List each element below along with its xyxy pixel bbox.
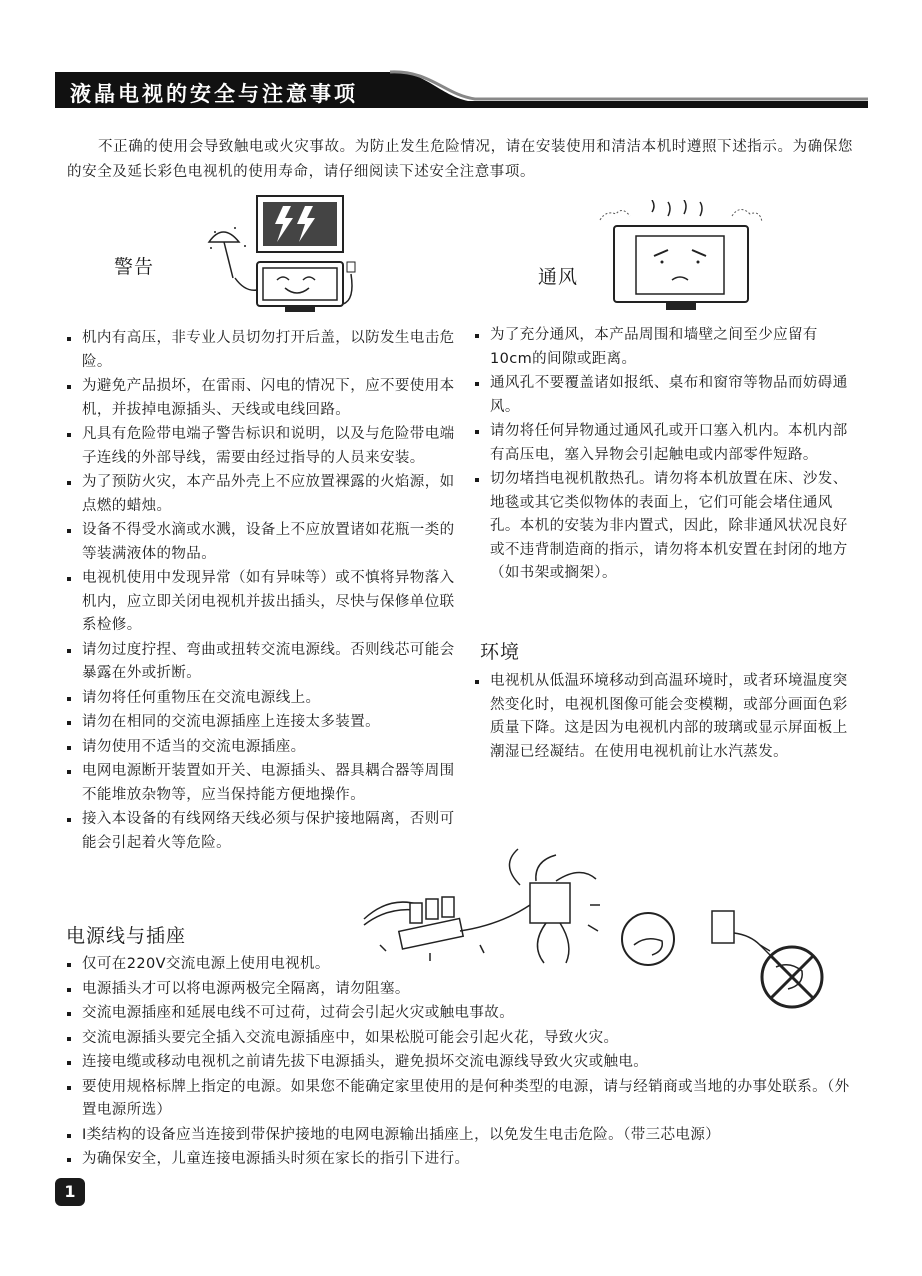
warning-title: 警告 xyxy=(114,256,155,278)
power-list xyxy=(66,953,866,1173)
list-item: 电源插头才可以将电源两极完全隔离，请勿阻塞。 xyxy=(66,978,866,1002)
list-item: 交流电源插座和延展电线不可过荷，过荷会引起火灾或触电事故。 xyxy=(66,1002,866,1026)
list-item: 为确保安全，儿童连接电源插头时须在家长的指引下进行。 xyxy=(66,1148,866,1172)
list-item: 接入本设备的有线网络天线必须与保护接地隔离，否则可能会引起着火等危险。 xyxy=(66,808,456,855)
ventilation-title: 通风 xyxy=(538,266,579,288)
list-item: 凡具有危险带电端子警告标识和说明，以及与危险带电端子连线的外部导线，需要由经过指导的人员来安装。 xyxy=(66,423,456,470)
list-item: 交流电源插头要完全插入交流电源插座中，如果松脱可能会引起火花，导致火灾。 xyxy=(66,1027,866,1051)
overloaded-power-strip-illustration xyxy=(360,845,612,965)
list-item: 请勿将任何异物通过通风孔或开口塞入机内。本机内部有高压电，塞入异物会引起触电或内部零件短路。 xyxy=(474,420,858,467)
list-item: 设备不得受水滴或水溅，设备上不应放置诸如花瓶一类的等装满液体的物品。 xyxy=(66,519,456,566)
list-item: 请勿使用不适当的交流电源插座。 xyxy=(66,736,456,760)
list-item: 请勿在相同的交流电源插座上连接太多装置。 xyxy=(66,711,456,735)
list-item: 连接电缆或移动电视机之前请先拔下电源插头，避免损坏交流电源线导致火灾或触电。 xyxy=(66,1051,866,1075)
list-item: 请勿将任何重物压在交流电源线上。 xyxy=(66,687,456,711)
page-number: 1 xyxy=(55,1178,85,1206)
ventilation-list xyxy=(474,324,858,587)
environment-list xyxy=(474,670,858,765)
list-item: 电网电源断开装置如开关、电源插头、器具耦合器等周围不能堆放杂物等，应当保持能方便地操作。 xyxy=(66,760,456,807)
overheated-tv-illustration xyxy=(596,200,766,312)
list-item: 电视机使用中发现异常（如有异味等）或不慎将异物落入机内，应立即关闭电视机并拔出插头，尽快与保修单位联系检修。 xyxy=(66,567,456,638)
page-title: 液晶电视的安全与注意事项 xyxy=(70,81,358,106)
list-item: Ⅰ类结构的设备应当连接到带保护接地的电网电源输出插座上，以免发生电击危险。（带三芯电源） xyxy=(66,1124,866,1148)
list-item: 为避免产品损坏，在雷雨、闪电的情况下，应不要使用本机，并拔掉电源插头、天线或电线回路。 xyxy=(66,375,456,422)
intro-paragraph: 不正确的使用会导致触电或火灾事故。为防止发生危险情况，请在安装使用和清洁本机时遵照下述指示。为确保您的安全及延长彩色电视机的使用寿命，请仔细阅读下述安全注意事项。 xyxy=(67,139,853,180)
warning-list xyxy=(66,327,456,856)
list-item: 要使用规格标牌上指定的电源。如果您不能确定家里使用的是何种类型的电源，请与经销商或当地的办事处联系。（外置电源所选） xyxy=(66,1076,857,1123)
list-item: 通风孔不要覆盖诸如报纸、桌布和窗帘等物品而妨碍通风。 xyxy=(474,372,858,419)
power-title: 电源线与插座 xyxy=(66,925,187,947)
list-item: 仅可在220V交流电源上使用电视机。 xyxy=(66,953,866,977)
list-item: 请勿过度拧捏、弯曲或扭转交流电源线。否则线芯可能会暴露在外或折断。 xyxy=(66,639,456,686)
list-item: 为了充分通风，本产品周围和墙壁之间至少应留有10cm的间隙或距离。 xyxy=(474,324,858,371)
environment-title: 环境 xyxy=(480,641,521,663)
list-item: 机内有高压，非专业人员切勿打开后盖，以防发生电击危险。 xyxy=(66,327,456,374)
list-item: 电视机从低温环境移动到高温环境时，或者环境温度突然变化时，电视机图像可能会变模糊，或部分画面色彩质量下降。这是因为电视机内部的玻璃或显示屏面板上潮湿已经凝结。在使用电视机前让水汽蒸发。 xyxy=(474,670,858,764)
list-item: 切勿堵挡电视机散热孔。请勿将本机放置在床、沙发、地毯或其它类似物体的表面上，它们可能会堵住通风孔。本机的安装为非内置式，因此，除非通风状况良好或不违背制造商的指示，请勿将本机安置在封闭的地方（如书架或搁架）。 xyxy=(474,468,858,586)
list-item: 为了预防火灾，本产品外壳上不应放置裸露的火焰源，如点燃的蜡烛。 xyxy=(66,471,456,518)
tv-lightning-illustration xyxy=(205,192,365,322)
